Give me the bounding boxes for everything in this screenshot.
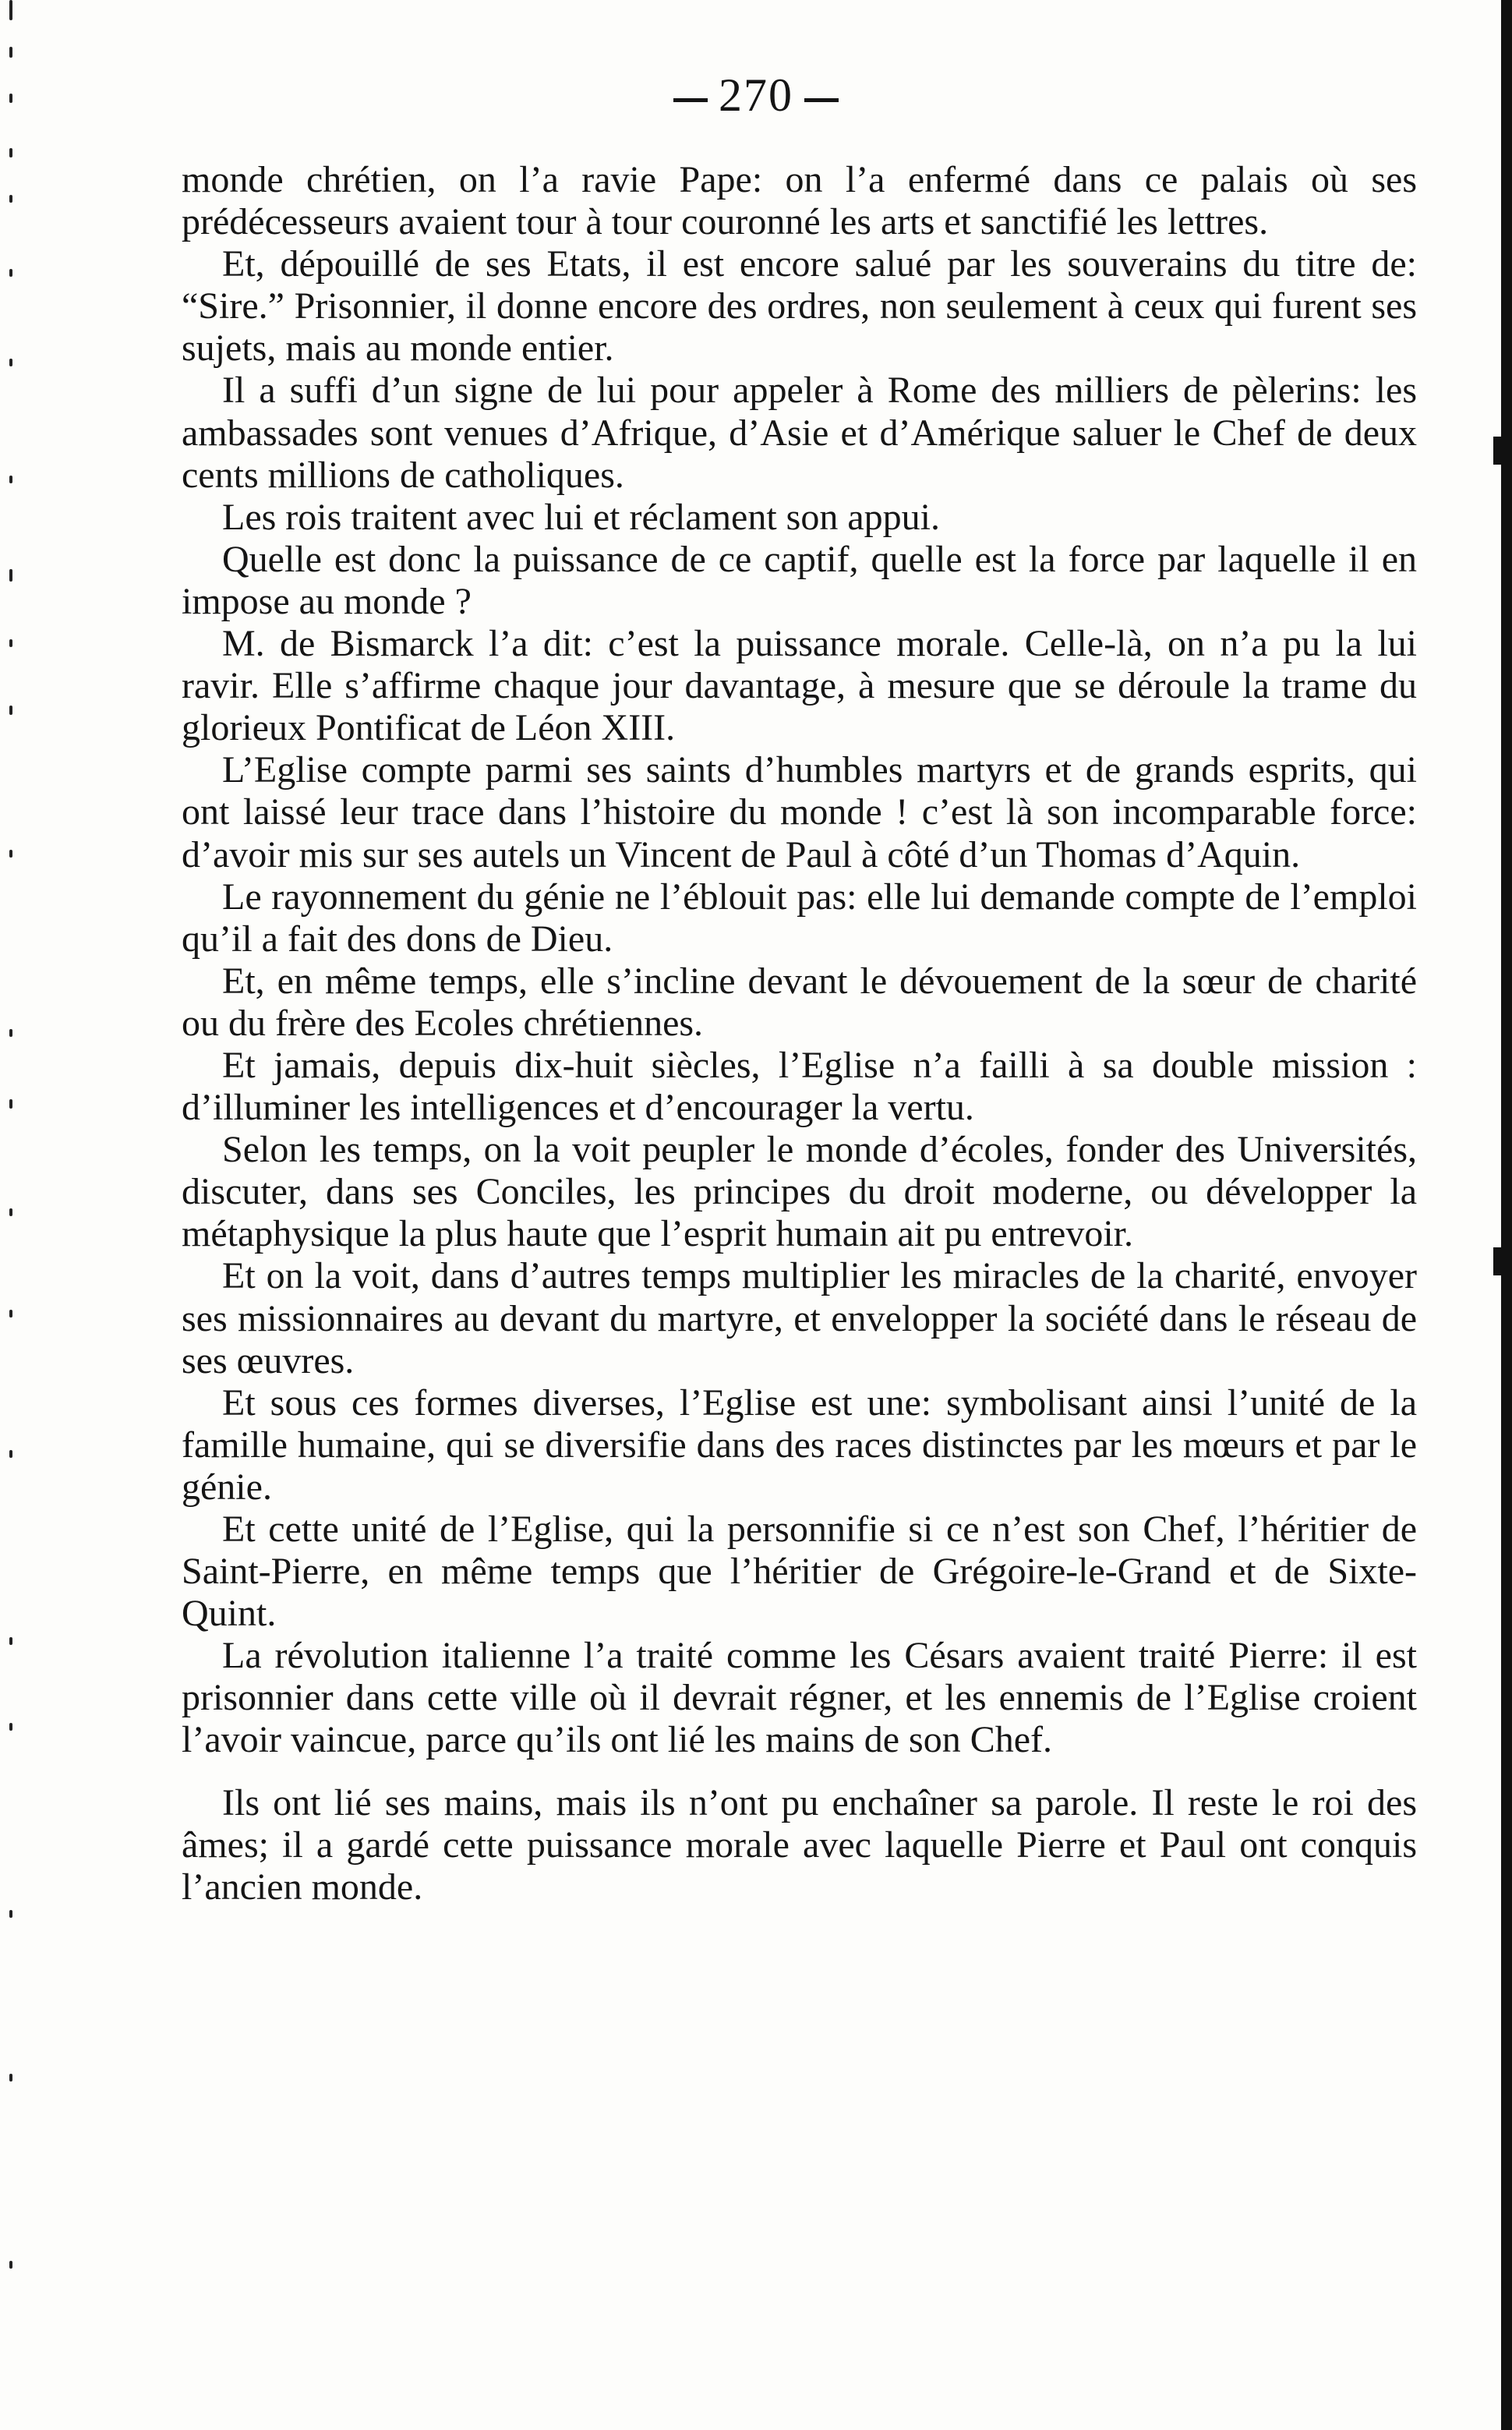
left-margin-scan-marks <box>5 0 22 2430</box>
page-number: 270 <box>719 69 793 121</box>
right-scan-edge <box>1501 0 1512 2430</box>
paragraph: Le rayonnement du génie ne l’éblouit pas: elle lui demande compte de l’emploi qu’il a fait des dons de Dieu. <box>182 875 1417 960</box>
header-dash-left <box>673 98 708 102</box>
paragraph: Et, en même temps, elle s’incline devant le dévouement de la sœur de charité ou du frère des Ecoles chrétiennes. <box>182 960 1417 1044</box>
header-dash-right <box>804 98 839 102</box>
paragraph: Et jamais, depuis dix-huit siècles, l’Eglise n’a failli à sa double mission : d’illuminer les intelligences et d’encourager la vertu. <box>182 1044 1417 1129</box>
paragraph: Selon les temps, on la voit peupler le monde d’écoles, fonder des Universités, discuter, dans ses Conciles, les principes du droit moderne, ou développer la métaphysique la plus haute que l’esprit humain ait pu entrevoir. <box>182 1129 1417 1255</box>
paragraph: La révolution italienne l’a traité comme les Césars avaient traité Pierre: il est prisonnier dans cette ville où il devrait régner, et les ennemis de l’Eglise croient l’avoir vaincue, parce qu’ils ont lié les mains de son Chef. <box>182 1635 1417 1761</box>
paragraph: Il a suffi d’un signe de lui pour appeler à Rome des milliers de pèlerins: les ambassades sont venues d’Afrique, d’Asie et d’Amérique saluer le Chef de deux cents millions de catholiques. <box>182 370 1417 496</box>
paragraph: M. de Bismarck l’a dit: c’est la puissance morale. Celle-là, on n’a pu la lui ravir. Elle s’affirme chaque jour davantage, à mesure que se déroule la trame du glorieux Pontificat de Léon XIII. <box>182 623 1417 749</box>
paragraph: Et sous ces formes diverses, l’Eglise est une: symbolisant ainsi l’unité de la famille humaine, qui se diversifie dans des races distinctes par les mœurs et par le génie. <box>182 1381 1417 1508</box>
right-edge-notch <box>1493 437 1501 465</box>
paragraph: Et cette unité de l’Eglise, qui la personnifie si ce n’est son Chef, l’héritier de Saint-Pierre, en même temps que l’héritier de Grégoire-le-Grand et de Sixte-Quint. <box>182 1509 1417 1635</box>
page-number-header <box>0 69 1512 122</box>
paragraph: L’Eglise compte parmi ses saints d’humbles martyrs et de grands esprits, qui ont laissé leur trace dans l’histoire du monde ! c’est là son incomparable force: d’avoir mis sur ses autels un Vincent de Paul à côté d’un Thomas d’Aquin. <box>182 749 1417 875</box>
paragraph: Ils ont lié ses mains, mais ils n’ont pu enchaîner sa parole. Il reste le roi des âmes; il a gardé cette puissance morale avec laquelle Pierre et Paul ont conquis l’ancien monde. <box>182 1781 1417 1908</box>
paragraph: Et on la voit, dans d’autres temps multiplier les miracles de la charité, envoyer ses missionnaires au devant du martyre, et envelopper la société dans le réseau de ses œuvres. <box>182 1255 1417 1381</box>
paragraph: Quelle est donc la puissance de ce captif, quelle est la force par laquelle il en impose au monde ? <box>182 538 1417 622</box>
body-text <box>182 159 1417 1908</box>
right-edge-notch <box>1493 1247 1501 1275</box>
paragraph: monde chrétien, on l’a ravie Pape: on l’a enfermé dans ce palais où ses prédécesseurs avaient tour à tour couronné les arts et sanctifié les lettres. <box>182 159 1417 243</box>
paragraph: Et, dépouillé de ses Etats, il est encore salué par les souverains du titre de: “Sire.” Prisonnier, il donne encore des ordres, non seulement à ceux qui furent ses sujets, mais au monde entier. <box>182 243 1417 370</box>
paragraph: Les rois traitent avec lui et réclament son appui. <box>222 496 940 538</box>
